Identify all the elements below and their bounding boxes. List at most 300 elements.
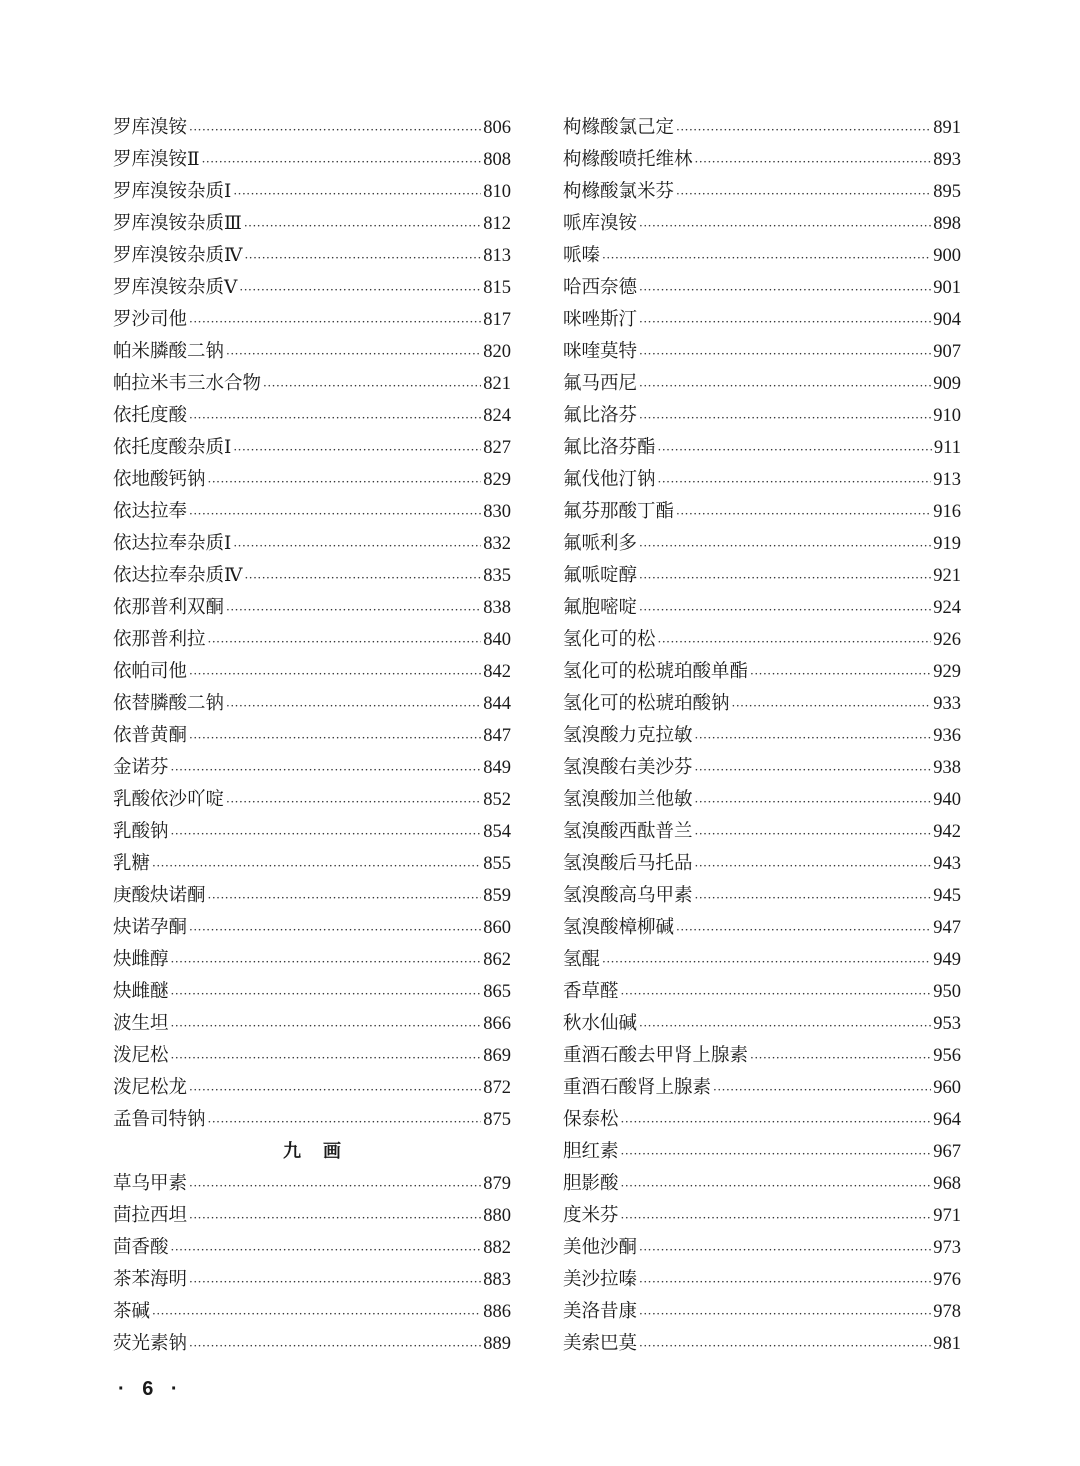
toc-entry[interactable] — [113, 1008, 511, 1040]
toc-entry[interactable] — [113, 496, 511, 528]
leader-dots — [695, 788, 932, 816]
entry-page: 973 — [933, 1238, 961, 1258]
leader-dots — [189, 1268, 481, 1296]
toc-entry[interactable] — [563, 1136, 961, 1168]
entry-page: 967 — [933, 1142, 961, 1162]
page-number: · 6 · — [118, 1378, 184, 1400]
leader-dots — [171, 820, 482, 848]
entry-page: 824 — [483, 406, 511, 426]
entry-page: 844 — [483, 694, 511, 714]
toc-entry[interactable] — [113, 208, 511, 240]
entry-page: 830 — [483, 502, 511, 522]
leader-dots — [202, 148, 482, 176]
toc-entry[interactable] — [113, 1296, 511, 1328]
leader-dots — [713, 1076, 931, 1104]
entry-name: 美沙拉嗪 — [563, 1269, 638, 1290]
entry-name: 哌嗪 — [563, 245, 601, 266]
toc-entry[interactable] — [563, 112, 961, 144]
toc-entry[interactable] — [563, 880, 961, 912]
entry-name: 草乌甲素 — [113, 1173, 188, 1194]
entry-page: 901 — [933, 278, 961, 298]
entry-page: 866 — [483, 1014, 511, 1034]
entry-name: 乳糖 — [113, 853, 151, 874]
entry-page: 879 — [483, 1174, 511, 1194]
toc-entry[interactable] — [563, 688, 961, 720]
entry-page: 806 — [483, 118, 511, 138]
entry-name: 罗库溴铵 — [113, 117, 188, 138]
toc-entry[interactable] — [563, 752, 961, 784]
entry-page: 860 — [483, 918, 511, 938]
toc-entry[interactable] — [563, 432, 961, 464]
toc-entry[interactable] — [113, 432, 511, 464]
entry-name: 依托度酸 — [113, 405, 188, 426]
entry-page: 898 — [933, 214, 961, 234]
entry-name: 荧光素钠 — [113, 1333, 188, 1354]
leader-dots — [244, 244, 481, 272]
toc-entry[interactable] — [563, 1072, 961, 1104]
leader-dots — [189, 1076, 481, 1104]
toc-entry[interactable] — [113, 688, 511, 720]
toc-entry[interactable] — [563, 624, 961, 656]
leader-dots — [639, 308, 931, 336]
entry-name: 依普黄酮 — [113, 725, 188, 746]
toc-entry[interactable] — [563, 912, 961, 944]
entry-page: 950 — [933, 982, 961, 1002]
entry-name: 氟伐他汀钠 — [563, 469, 656, 490]
leader-dots — [621, 1140, 932, 1168]
entry-name: 重酒石酸肾上腺素 — [563, 1077, 712, 1098]
toc-entry[interactable] — [563, 720, 961, 752]
entry-page: 865 — [483, 982, 511, 1002]
leader-dots — [171, 1044, 482, 1072]
toc-entry[interactable] — [113, 176, 511, 208]
entry-page: 936 — [933, 726, 961, 746]
toc-entry[interactable] — [563, 1168, 961, 1200]
entry-page: 859 — [483, 886, 511, 906]
toc-entry[interactable] — [563, 464, 961, 496]
toc-entry[interactable] — [113, 400, 511, 432]
toc-entry[interactable] — [113, 784, 511, 816]
leader-dots — [621, 1108, 932, 1136]
entry-page: 960 — [933, 1078, 961, 1098]
toc-entry[interactable] — [563, 1232, 961, 1264]
toc-entry[interactable] — [113, 1328, 511, 1360]
toc-entry[interactable] — [563, 656, 961, 688]
leader-dots — [695, 724, 932, 752]
leader-dots — [676, 916, 931, 944]
entry-page: 852 — [483, 790, 511, 810]
toc-entry[interactable] — [563, 848, 961, 880]
toc-entry[interactable] — [113, 976, 511, 1008]
leader-dots — [658, 628, 932, 656]
entry-name: 美索巴莫 — [563, 1333, 638, 1354]
entry-page: 882 — [483, 1238, 511, 1258]
entry-page: 815 — [483, 278, 511, 298]
entry-name: 氟哌啶醇 — [563, 565, 638, 586]
entry-name: 氟哌利多 — [563, 533, 638, 554]
leader-dots — [189, 1172, 481, 1200]
leader-dots — [189, 308, 481, 336]
leader-dots — [750, 660, 931, 688]
toc-entry[interactable] — [113, 1232, 511, 1264]
entry-page: 849 — [483, 758, 511, 778]
entry-page: 911 — [933, 438, 961, 458]
entry-name: 罗库溴铵杂质Ⅲ — [113, 213, 242, 234]
toc-entry[interactable] — [563, 1264, 961, 1296]
entry-name: 香草醛 — [563, 981, 619, 1002]
leader-dots — [189, 116, 481, 144]
toc-entry[interactable] — [563, 1328, 961, 1360]
entry-name: 氟比洛芬 — [563, 405, 638, 426]
entry-page: 842 — [483, 662, 511, 682]
leader-dots — [639, 404, 931, 432]
entry-page: 956 — [933, 1046, 961, 1066]
entry-page: 891 — [933, 118, 961, 138]
entry-page: 812 — [483, 214, 511, 234]
entry-page: 916 — [933, 502, 961, 522]
leader-dots — [189, 500, 481, 528]
entry-name: 枸橼酸喷托维林 — [563, 149, 693, 170]
toc-entry[interactable] — [113, 1072, 511, 1104]
toc-entry[interactable] — [563, 144, 961, 176]
entry-page: 943 — [933, 854, 961, 874]
leader-dots — [208, 628, 482, 656]
entry-name: 孟鲁司特钠 — [113, 1109, 206, 1130]
entry-page: 947 — [933, 918, 961, 938]
section-heading: 九画 — [283, 1141, 363, 1162]
entry-name: 波生坦 — [113, 1013, 169, 1034]
entry-page: 829 — [483, 470, 511, 490]
entry-name: 依达拉奉 — [113, 501, 188, 522]
entry-page: 919 — [933, 534, 961, 554]
toc-entry[interactable] — [113, 240, 511, 272]
entry-name: 茴香酸 — [113, 1237, 169, 1258]
entry-page: 832 — [483, 534, 511, 554]
entry-page: 835 — [483, 566, 511, 586]
entry-page: 840 — [483, 630, 511, 650]
entry-page: 810 — [483, 182, 511, 202]
leader-dots — [189, 1204, 481, 1232]
entry-page: 953 — [933, 1014, 961, 1034]
toc-entry[interactable] — [113, 1264, 511, 1296]
entry-page: 838 — [483, 598, 511, 618]
entry-page: 942 — [933, 822, 961, 842]
leader-dots — [244, 212, 481, 240]
toc-entry[interactable] — [563, 816, 961, 848]
toc-entry[interactable] — [113, 272, 511, 304]
entry-name: 氢化可的松 — [563, 629, 656, 650]
toc-entry[interactable] — [113, 752, 511, 784]
toc-entry[interactable] — [563, 976, 961, 1008]
leader-dots — [171, 1236, 482, 1264]
leader-dots — [189, 1332, 481, 1360]
toc-entry[interactable] — [113, 304, 511, 336]
leader-dots — [639, 1268, 931, 1296]
entry-name: 帕米膦酸二钠 — [113, 341, 225, 362]
entry-name: 依托度酸杂质Ⅰ — [113, 437, 232, 458]
leader-dots — [171, 948, 482, 976]
entry-page: 968 — [933, 1174, 961, 1194]
entry-name: 依替膦酸二钠 — [113, 693, 225, 714]
toc-entry[interactable] — [113, 592, 511, 624]
toc-entry[interactable] — [563, 368, 961, 400]
entry-name: 咪喹莫特 — [563, 341, 638, 362]
entry-page: 938 — [933, 758, 961, 778]
leader-dots — [171, 980, 482, 1008]
toc-entry[interactable] — [563, 1008, 961, 1040]
entry-page: 889 — [483, 1334, 511, 1354]
entry-name: 罗库溴铵杂质Ⅴ — [113, 277, 238, 298]
entry-name: 保泰松 — [563, 1109, 619, 1130]
toc-entry[interactable] — [563, 592, 961, 624]
entry-name: 枸橼酸氯米芬 — [563, 181, 675, 202]
leader-dots — [639, 1332, 931, 1360]
leader-dots — [750, 1044, 931, 1072]
entry-name: 胆影酸 — [563, 1173, 619, 1194]
entry-name: 炔雌醚 — [113, 981, 169, 1002]
entry-name: 依那普利双酮 — [113, 597, 225, 618]
entry-name: 金诺芬 — [113, 757, 169, 778]
leader-dots — [189, 916, 481, 944]
leader-dots — [226, 692, 481, 720]
entry-name: 氟比洛芬酯 — [563, 437, 656, 458]
toc-entry[interactable] — [563, 944, 961, 976]
entry-name: 罗库溴铵杂质Ⅳ — [113, 245, 243, 266]
entry-name: 氢溴酸高乌甲素 — [563, 885, 693, 906]
leader-dots — [639, 340, 931, 368]
toc-entry[interactable] — [113, 528, 511, 560]
toc-entry[interactable] — [563, 208, 961, 240]
entry-page: 913 — [933, 470, 961, 490]
leader-dots — [639, 532, 931, 560]
leader-dots — [639, 1012, 931, 1040]
entry-page: 854 — [483, 822, 511, 842]
entry-name: 乳酸依沙吖啶 — [113, 789, 225, 810]
entry-name: 美他沙酮 — [563, 1237, 638, 1258]
leader-dots — [658, 436, 932, 464]
entry-name: 泼尼松龙 — [113, 1077, 188, 1098]
toc-entry[interactable] — [113, 336, 511, 368]
toc-entry[interactable] — [563, 336, 961, 368]
entry-page: 893 — [933, 150, 961, 170]
entry-name: 氢溴酸后马托品 — [563, 853, 693, 874]
entry-page: 949 — [933, 950, 961, 970]
toc-entry[interactable] — [113, 656, 511, 688]
entry-name: 秋水仙碱 — [563, 1013, 638, 1034]
entry-name: 泼尼松 — [113, 1045, 169, 1066]
toc-entry[interactable] — [113, 624, 511, 656]
leader-dots — [226, 596, 481, 624]
entry-name: 帕拉米韦三水合物 — [113, 373, 262, 394]
toc-entry[interactable] — [563, 272, 961, 304]
entry-name: 依那普利拉 — [113, 629, 206, 650]
entry-page: 909 — [933, 374, 961, 394]
leader-dots — [639, 1300, 931, 1328]
entry-page: 821 — [483, 374, 511, 394]
entry-page: 971 — [933, 1206, 961, 1226]
toc-right-column — [563, 112, 961, 1360]
toc-entry[interactable] — [113, 944, 511, 976]
entry-page: 817 — [483, 310, 511, 330]
toc-entry[interactable] — [113, 1040, 511, 1072]
toc-entry[interactable] — [113, 720, 511, 752]
leader-dots — [732, 692, 932, 720]
leader-dots — [233, 436, 481, 464]
entry-name: 依达拉奉杂质Ⅰ — [113, 533, 232, 554]
leader-dots — [695, 884, 932, 912]
entry-page: 929 — [933, 662, 961, 682]
entry-page: 869 — [483, 1046, 511, 1066]
toc-entry[interactable] — [563, 784, 961, 816]
toc-entry[interactable] — [113, 1200, 511, 1232]
entry-name: 哈西奈德 — [563, 277, 638, 298]
leader-dots — [639, 212, 931, 240]
entry-name: 美洛昔康 — [563, 1301, 638, 1322]
leader-dots — [695, 148, 932, 176]
entry-name: 氢化可的松琥珀酸单酯 — [563, 661, 749, 682]
entry-name: 重酒石酸去甲肾上腺素 — [563, 1045, 749, 1066]
entry-page: 924 — [933, 598, 961, 618]
entry-name: 茶碱 — [113, 1301, 151, 1322]
entry-page: 820 — [483, 342, 511, 362]
leader-dots — [152, 852, 481, 880]
entry-page: 813 — [483, 246, 511, 266]
leader-dots — [208, 884, 482, 912]
toc-entry[interactable] — [113, 848, 511, 880]
leader-dots — [602, 244, 931, 272]
entry-name: 氢醌 — [563, 949, 601, 970]
entry-page: 945 — [933, 886, 961, 906]
leader-dots — [263, 372, 481, 400]
entry-name: 氢溴酸力克拉敏 — [563, 725, 693, 746]
entry-name: 度米芬 — [563, 1205, 619, 1226]
leader-dots — [189, 404, 481, 432]
entry-page: 933 — [933, 694, 961, 714]
leader-dots — [233, 532, 481, 560]
entry-name: 依帕司他 — [113, 661, 188, 682]
leader-dots — [695, 852, 932, 880]
toc-entry[interactable] — [113, 1104, 511, 1136]
toc-entry[interactable] — [113, 912, 511, 944]
entry-name: 氢溴酸加兰他敏 — [563, 789, 693, 810]
toc-entry[interactable] — [113, 560, 511, 592]
toc-left-column — [113, 112, 511, 1360]
entry-name: 茶苯海明 — [113, 1269, 188, 1290]
toc-entry[interactable] — [563, 1040, 961, 1072]
entry-name: 氢溴酸右美沙芬 — [563, 757, 693, 778]
leader-dots — [226, 340, 481, 368]
toc-entry[interactable] — [563, 1296, 961, 1328]
entry-name: 炔诺孕酮 — [113, 917, 188, 938]
entry-name: 茴拉西坦 — [113, 1205, 188, 1226]
entry-name: 氟胞嘧啶 — [563, 597, 638, 618]
toc-entry[interactable] — [113, 816, 511, 848]
toc-entry[interactable] — [563, 560, 961, 592]
entry-page: 847 — [483, 726, 511, 746]
entry-name: 氟马西尼 — [563, 373, 638, 394]
entry-page: 900 — [933, 246, 961, 266]
leader-dots — [621, 1204, 932, 1232]
entry-page: 895 — [933, 182, 961, 202]
toc-entry[interactable] — [113, 880, 511, 912]
leader-dots — [695, 756, 932, 784]
entry-page: 940 — [933, 790, 961, 810]
toc-entry[interactable] — [563, 528, 961, 560]
toc-entry[interactable] — [563, 240, 961, 272]
entry-page: 964 — [933, 1110, 961, 1130]
leader-dots — [676, 500, 931, 528]
entry-name: 氢溴酸樟柳碱 — [563, 917, 675, 938]
entry-page: 976 — [933, 1270, 961, 1290]
entry-page: 978 — [933, 1302, 961, 1322]
leader-dots — [239, 276, 481, 304]
entry-page: 904 — [933, 310, 961, 330]
toc-entry[interactable] — [113, 112, 511, 144]
entry-page: 875 — [483, 1110, 511, 1130]
entry-name: 罗库溴铵杂质Ⅰ — [113, 181, 232, 202]
leader-dots — [639, 372, 931, 400]
entry-page: 981 — [933, 1334, 961, 1354]
toc-entry[interactable] — [563, 176, 961, 208]
entry-page: 872 — [483, 1078, 511, 1098]
toc-entry[interactable] — [113, 144, 511, 176]
entry-page: 883 — [483, 1270, 511, 1290]
entry-name: 罗库溴铵Ⅱ — [113, 149, 200, 170]
entry-name: 乳酸钠 — [113, 821, 169, 842]
entry-name: 氢化可的松琥珀酸钠 — [563, 693, 730, 714]
leader-dots — [676, 180, 931, 208]
leader-dots — [208, 1108, 482, 1136]
leader-dots — [639, 276, 931, 304]
toc-entry[interactable] — [563, 496, 961, 528]
leader-dots — [639, 1236, 931, 1264]
entry-name: 依地酸钙钠 — [113, 469, 206, 490]
toc-entry[interactable] — [113, 1168, 511, 1200]
entry-name: 咪唑斯汀 — [563, 309, 638, 330]
leader-dots — [639, 564, 931, 592]
leader-dots — [189, 660, 481, 688]
entry-page: 827 — [483, 438, 511, 458]
toc-entry[interactable] — [563, 304, 961, 336]
leader-dots — [233, 180, 481, 208]
leader-dots — [695, 820, 932, 848]
entry-name: 罗沙司他 — [113, 309, 188, 330]
toc-entry[interactable] — [563, 400, 961, 432]
entry-name: 胆红素 — [563, 1141, 619, 1162]
toc-entry[interactable] — [563, 1104, 961, 1136]
entry-name: 炔雌醇 — [113, 949, 169, 970]
leader-dots — [226, 788, 481, 816]
leader-dots — [171, 756, 482, 784]
toc-entry[interactable] — [113, 368, 511, 400]
entry-page: 926 — [933, 630, 961, 650]
leader-dots — [621, 1172, 932, 1200]
entry-name: 庚酸炔诺酮 — [113, 885, 206, 906]
entry-name: 氟芬那酸丁酯 — [563, 501, 675, 522]
leader-dots — [658, 468, 932, 496]
leader-dots — [244, 564, 481, 592]
entry-page: 910 — [933, 406, 961, 426]
entry-page: 855 — [483, 854, 511, 874]
leader-dots — [152, 1300, 481, 1328]
leader-dots — [639, 596, 931, 624]
toc-entry[interactable] — [113, 464, 511, 496]
leader-dots — [171, 1012, 482, 1040]
entry-name: 依达拉奉杂质Ⅳ — [113, 565, 243, 586]
toc-entry[interactable] — [563, 1200, 961, 1232]
leader-dots — [208, 468, 482, 496]
entry-page: 880 — [483, 1206, 511, 1226]
